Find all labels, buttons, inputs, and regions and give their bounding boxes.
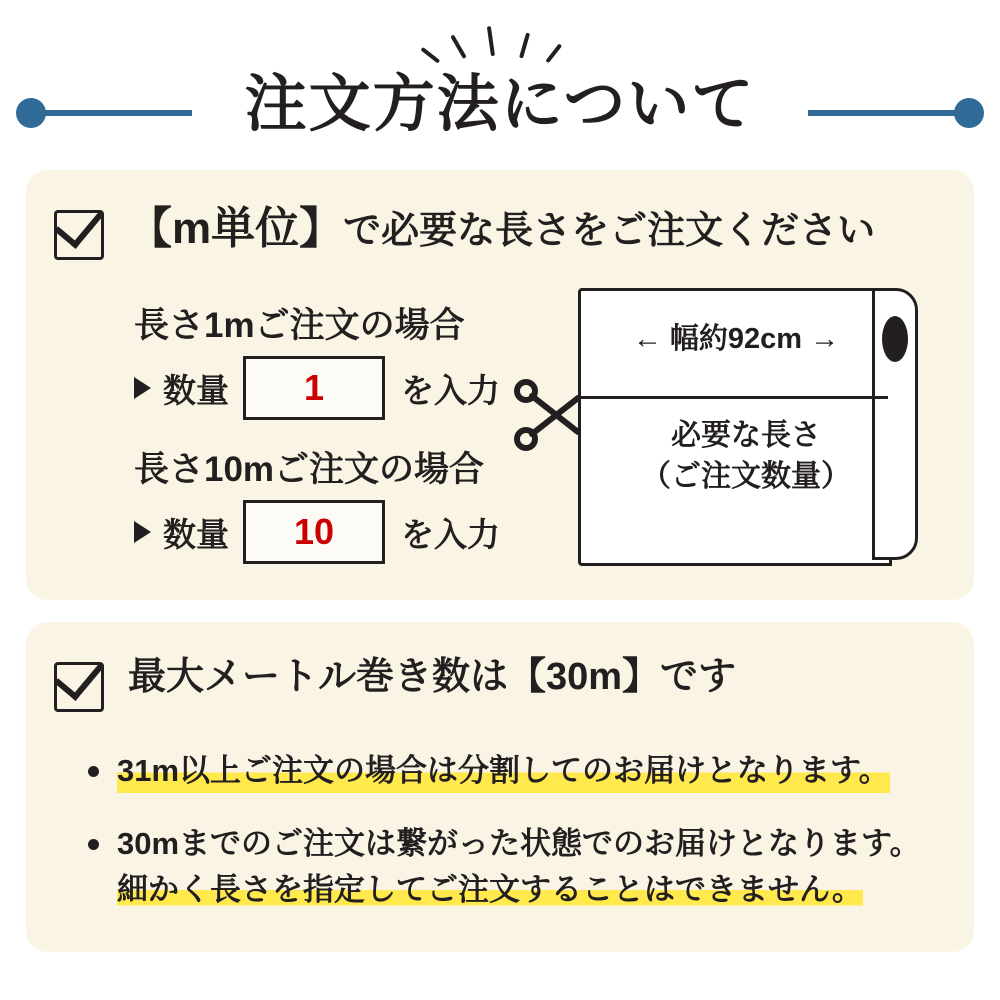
roll-cut-line <box>578 396 888 399</box>
max-length-panel <box>26 622 974 952</box>
order-case-2 <box>134 442 604 564</box>
case-label-1: 長さ1mご注文の場合 <box>134 306 465 345</box>
order-unit-heading-rest: で必要な長さをご注文ください <box>343 210 876 252</box>
note-text-2: 30mまでのご注文は繋がった状態でのお届けとなります。 <box>117 825 921 861</box>
order-unit-heading-row <box>26 170 974 260</box>
order-unit-heading-strong: 【m単位】 <box>128 204 344 253</box>
roll-length-line2: （ご注文数量） <box>641 459 851 493</box>
qty-suffix-2: を入力 <box>401 515 500 553</box>
roll-length-label <box>606 416 886 497</box>
triangle-bullet-icon <box>134 521 151 543</box>
order-unit-heading <box>128 204 875 255</box>
qty-label-2: 数量 <box>163 515 229 553</box>
max-length-heading: 最大メートル巻き数は【30m】です <box>128 656 737 698</box>
checkbox-checked-icon <box>54 662 104 712</box>
bullet-dot-icon <box>88 766 99 777</box>
scissors-icon <box>512 376 592 456</box>
note-text-3: 細かく長さを指定してご注文することはできません。 <box>117 872 863 907</box>
note-text-2-wrap <box>117 821 921 914</box>
page-title: 注文方法について <box>244 70 756 139</box>
max-length-notes <box>26 712 974 914</box>
checkbox-checked-icon <box>54 210 104 260</box>
qty-label-1: 数量 <box>163 371 229 409</box>
qty-input-1[interactable]: 1 <box>243 356 385 420</box>
rule-right <box>808 110 958 116</box>
qty-suffix-1: を入力 <box>401 371 500 409</box>
roll-width-label: ← 幅約92cm → <box>632 323 840 355</box>
list-item <box>88 748 974 795</box>
roll-illustration <box>550 288 940 578</box>
roll-length-line1: 必要な長さ <box>671 419 821 452</box>
qty-input-2[interactable]: 10 <box>243 500 385 564</box>
triangle-bullet-icon <box>134 377 151 399</box>
order-unit-panel <box>26 170 974 600</box>
list-item <box>88 821 974 914</box>
sparkle-decoration <box>435 26 565 66</box>
case-label-2: 長さ10mご注文の場合 <box>134 450 485 489</box>
max-length-heading-row <box>26 622 974 712</box>
rule-dot-right <box>954 98 984 128</box>
bullet-dot-icon <box>88 839 99 850</box>
note-text-1: 31m以上ご注文の場合は分割してのお届けとなります。 <box>117 748 890 795</box>
page-header <box>0 0 1000 160</box>
qty-row-2 <box>134 500 604 564</box>
